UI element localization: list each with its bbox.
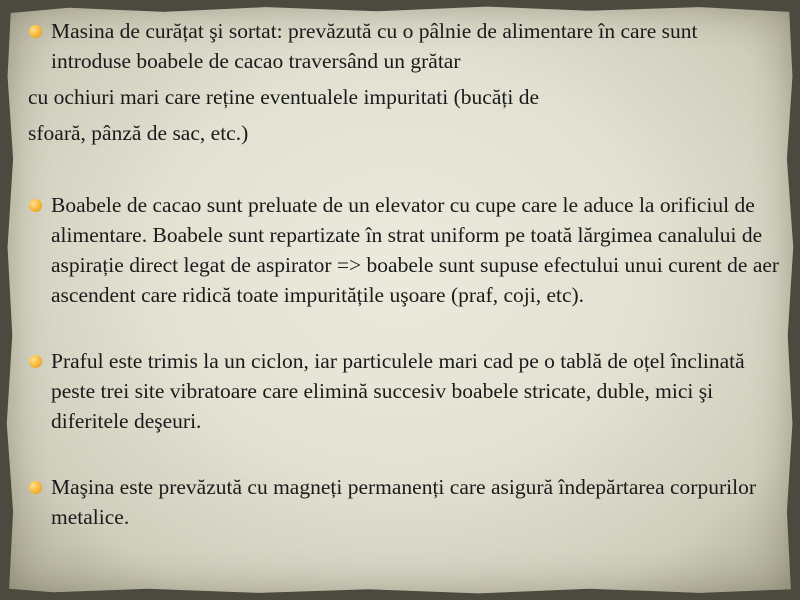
spacer [28, 436, 780, 472]
bullet-continuation-line: cu ochiuri mari care reține eventualele impuritati (bucăți de [28, 85, 539, 109]
bullet-dot-icon [29, 481, 42, 494]
bullet-dot-icon [29, 25, 42, 38]
bullet-item-4 [28, 472, 780, 532]
bullet-text: Praful este trimis la un ciclon, iar particulele mari cad pe o tablă de oțel înclinată peste trei site vibratoare care elimină succesiv boabele stricate, duble, mici şi diferitele deşeuri. [51, 349, 745, 433]
bullet-text: Boabele de cacao sunt preluate de un elevator cu cupe care le aduce la orificiul de alimentare. Boabele sunt repartizate în strat uniform pe toată lărgimea canalului de aspirație direct legat de aspirator => boabele sunt supuse efectului unui curent de aer ascendent care ridică toate impuritățile uşoare (praf, coji, etc). [51, 193, 780, 307]
bullet-continuation-line: sfoară, pânză de sac, etc.) [28, 121, 249, 145]
bullet-text: Maşina este prevăzută cu magneți permanenți care asigură îndepărtarea corpurilor metalice. [51, 475, 756, 529]
bullet-item-3 [28, 346, 780, 436]
spacer [28, 310, 780, 346]
slide-content [28, 16, 780, 532]
bullet-item-2 [28, 190, 780, 310]
bullet-dot-icon [29, 199, 42, 212]
bullet-item-1 [28, 16, 780, 76]
spacer [28, 148, 780, 190]
bullet-dot-icon [29, 355, 42, 368]
bullet-text: Masina de curățat şi sortat: prevăzută cu o pâlnie de alimentare în care sunt introduse boabele de cacao traversând un grătar [51, 19, 698, 73]
